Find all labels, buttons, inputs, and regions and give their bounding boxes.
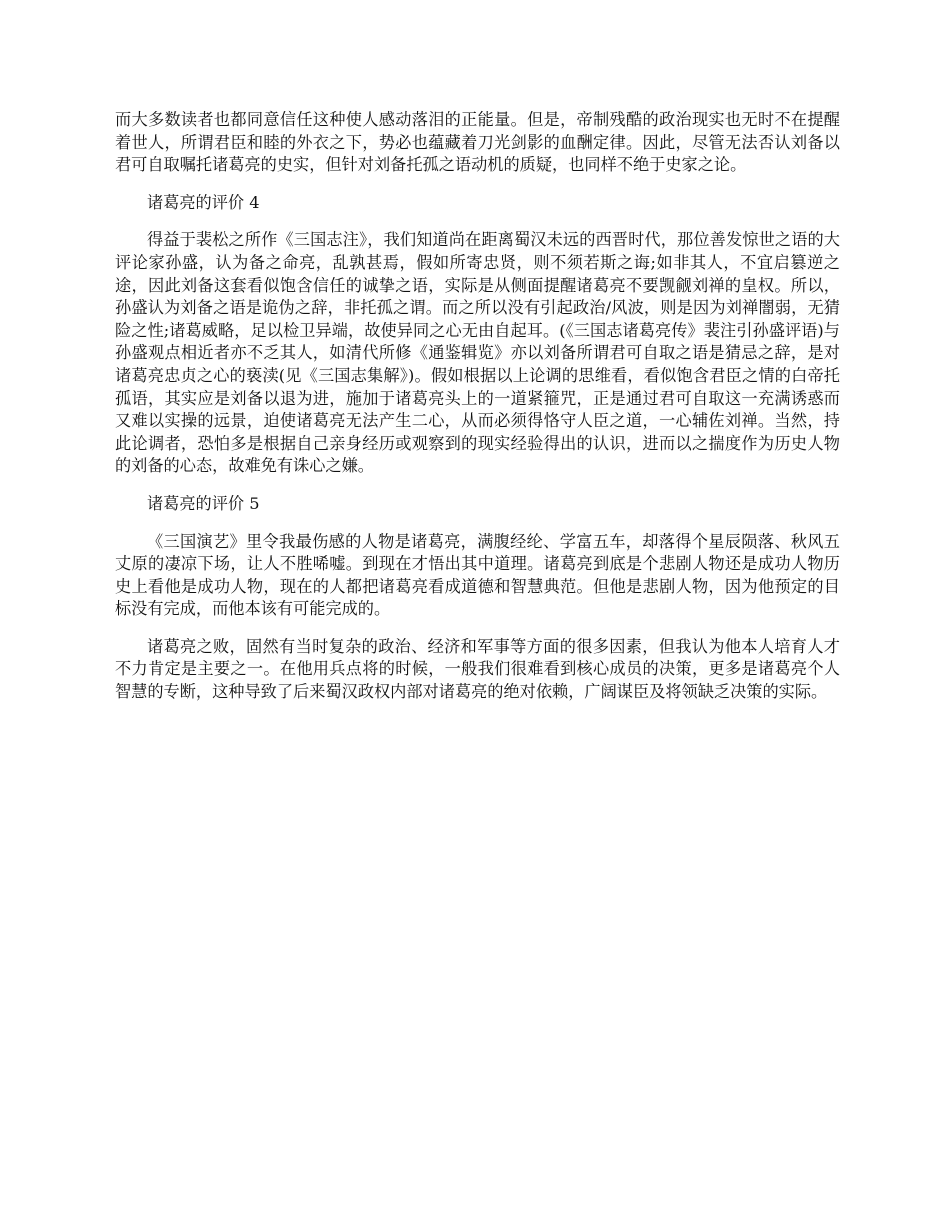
section-heading-4: 诸葛亮的评价 4 xyxy=(147,192,260,212)
section-heading-5: 诸葛亮的评价 5 xyxy=(147,493,260,513)
paragraph-yanyi: 《三国演艺》里令我最伤感的人物是诸葛亮，满腹经纶、学富五车，却落得个星辰陨落、秋风五丈原的凄凉下场，让人不胜唏嘘。到现在才悟出其中道理。诸葛亮到底是个悲剧人物还是成功人物历史上看他是成功人物，现在的人都把诸葛亮看成道德和智慧典范。但他是悲剧人物，因为他预定的目标没有完成，而他本该有可能完成的。 xyxy=(115,531,840,619)
document-page xyxy=(115,109,840,719)
paragraph-failure: 诸葛亮之败，固然有当时复杂的政治、经济和军事等方面的很多因素，但我认为他本人培育人才不力肯定是主要之一。在他用兵点将的时候，一般我们很难看到核心成员的决策，更多是诸葛亮个人智慧的专断，这种导致了后来蜀汉政权内部对诸葛亮的绝对依赖，广阔谋臣及将领缺乏决策的实际。 xyxy=(115,636,840,702)
paragraph-intro: 而大多数读者也都同意信任这种使人感动落泪的正能量。但是，帝制残酷的政治现实也无时不在提醒着世人，所谓君臣和睦的外衣之下，势必也蕴藏着刀光剑影的血酬定律。因此，尽管无法否认刘备以君可自取嘱托诸葛亮的史实，但针对刘备托孤之语动机的质疑，也同样不绝于史家之论。 xyxy=(115,110,840,175)
paragraph-sunsheng: 得益于裴松之所作《三国志注》，我们知道尚在距离蜀汉未远的西晋时代，那位善发惊世之语的大评论家孙盛，认为备之命亮，乱孰甚焉，假如所寄忠贤，则不须若斯之诲;如非其人，不宜启篡逆之途，因此刘备这套看似饱含信任的诚挚之语，实际是从侧面提醒诸葛亮不要觊觎刘禅的皇权。所以，孙盛认为刘备之语是诡伪之辞，非托孤之谓。而之所以没有引起政治/风波，则是因为刘禅闇弱，无猜险之性;诸葛威略，足以检卫异端，故使异同之心无由自起耳。(《三国志诸葛亮传》裴注引孙盛评语)与孙盛观点相近者亦不乏其人，如清代所修《通鉴辑览》亦以刘备所谓君可自取之语是猜忌之辞，是对诸葛亮忠贞之心的亵渎(见《三国志集解》)。假如根据以上论调的思维看，看似饱含君臣之情的白帝托孤语，其实应是刘备以退为进，施加于诸葛亮头上的一道紧箍咒，正是通过君可自取这一充满诱惑而又难以实操的远景，迫使诸葛亮无法产生二心，从而必须得恪守人臣之道，一心辅佐刘禅。当然，持此论调者，恐怕多是根据自己亲身经历或观察到的现实经验得出的认识，进而以之揣度作为历史人物的刘备的心态，故难免有诛心之嫌。 xyxy=(115,230,840,476)
